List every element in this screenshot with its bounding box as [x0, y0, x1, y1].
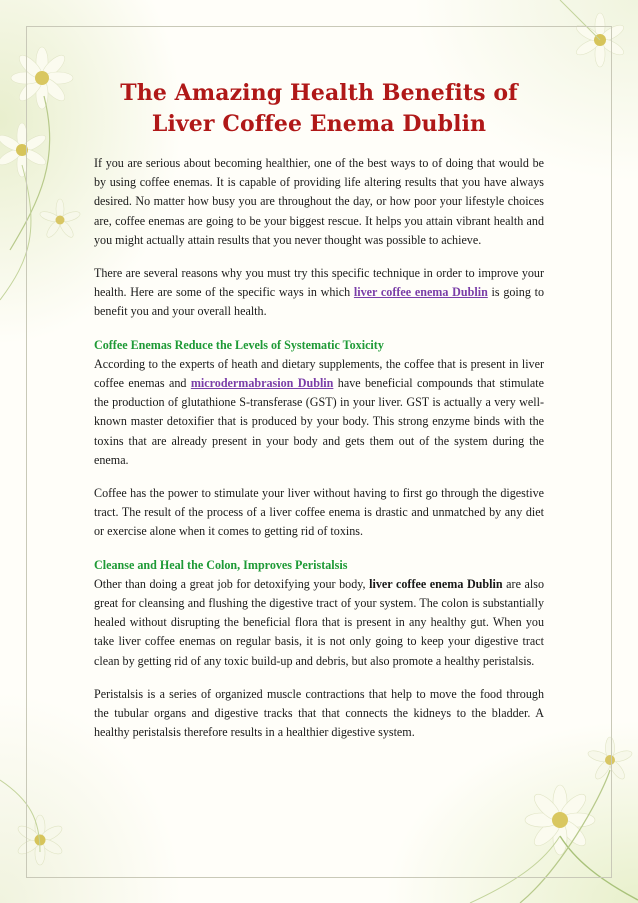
microdermabrasion-link[interactable]: microdermabrasion Dublin — [190, 376, 334, 391]
section1-p1-text-after: have beneficial compounds that stimulate the production of glutathione S-transferase (GST) in your liver. GST is actually a very well-known master detoxifier that is produced by your body. This strong enzyme binds with the toxins that are already present in your body and gets them out of the system during the enema. — [94, 376, 544, 467]
section1-p1-text-before: According to the experts of heath and dietary supplements, the coffee that is present in liver coffee enemas and — [94, 356, 544, 391]
intro-p2-text-before: There are several reasons why you must try this specific technique in order to improve your health. Here are some of the specific ways in which — [94, 266, 544, 300]
section2-p1-text-after: are also great for cleansing and flushing the digestive tract of your system. The colon is substantially healed without disrupting the beneficial flora that is present in any healthy gut. When you take liver coffee enemas on regular basis, it is not only going to keep your digestive tract clean by getting rid of any toxic build-up and debris, but also promote a healthy peristalsis. — [94, 576, 544, 668]
intro-p2-text-after: is going to benefit you and your overall health. — [94, 285, 544, 319]
section-heading-toxicity: Coffee Enemas Reduce the Levels of Systematic Toxicity — [94, 337, 384, 352]
liver-coffee-enema-link[interactable]: liver coffee enema Dublin — [353, 285, 488, 300]
section-heading-colon: Cleanse and Heal the Colon, Improves Peristalsis — [94, 557, 348, 572]
document-body — [94, 78, 544, 742]
section2-paragraph-2: Peristalsis is a series of organized muscle contractions that help to move the food through the tubular organs and digestive tracks that that connects the kidneys to the bladder. A healthy peristalsis therefore results in a healthier digestive system. — [94, 686, 544, 740]
page-title — [94, 78, 544, 140]
section1-paragraph-2: Coffee has the power to stimulate your liver without having to first go through the digestive tract. The result of the process of a liver coffee enema is drastic and unmatched by any diet or exercise alone when it comes to getting rid of toxins. — [94, 486, 544, 539]
liver-coffee-enema-bold: liver coffee enema Dublin — [369, 576, 503, 591]
title-line-1: The Amazing Health Benefits of — [120, 80, 518, 106]
intro-paragraph-2 — [94, 264, 544, 322]
section1-paragraph-1 — [94, 355, 544, 470]
section2-paragraph-1 — [94, 575, 544, 671]
section2-p1-text-before: Other than doing a great job for detoxifying your body, — [94, 576, 370, 591]
intro-paragraph-1: If you are serious about becoming healthier, one of the best ways to of doing that would be by using coffee enemas. It is capable of providing life altering results that you have always desired. No matter how busy you are throughout the day, or how poor your lifestyle choices are, coffee enemas are going to be your biggest rescue. It helps you attain vibrant health and you might actually attain results that you never thought was possible to achieve. — [94, 156, 544, 247]
title-line-2: Liver Coffee Enema Dublin — [151, 111, 487, 137]
